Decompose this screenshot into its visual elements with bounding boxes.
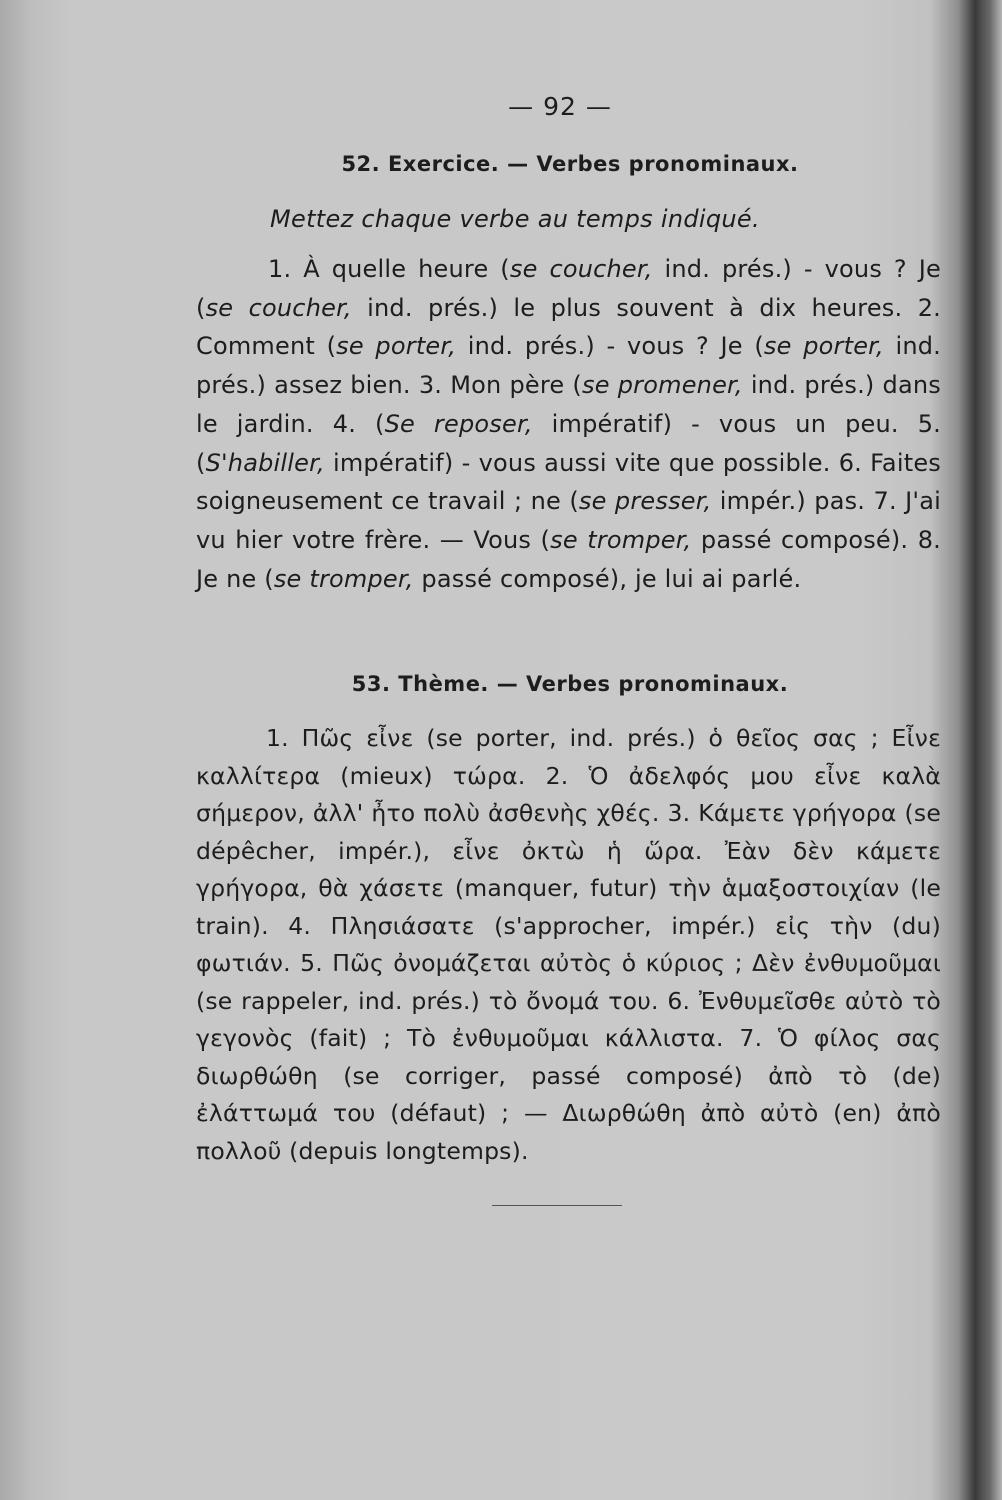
italic-verb: se porter, (336, 332, 457, 361)
page-number: — 92 — (508, 92, 612, 121)
exercise-text-segment: ind. prés.) - vous ? Je ( (196, 255, 942, 322)
italic-verb: se tromper, (273, 564, 414, 593)
italic-verb: se coucher, (509, 255, 653, 283)
exercise-text-segment: impératif) - vous un peu. 5. ( (196, 409, 941, 477)
theme-53-heading: 53. Thème. — Verbes pronominaux. (351, 672, 789, 696)
exercise-text-segment: ind. prés.) dans le jardin. 4. ( (196, 371, 941, 438)
italic-verb: Se reposer, (384, 409, 533, 438)
exercise-text-segment: ind. prés.) le plus souvent à dix heures. 2. Comment ( (196, 293, 941, 361)
exercise-text-segment: impératif) - vous aussi vite que possible. 6. Faites soigneusement ce travail ; ne ( (196, 448, 941, 516)
exercise-text-segment: 1. À quelle heure ( (268, 255, 510, 283)
end-rule (492, 1205, 622, 1206)
italic-verb: se presser, (578, 487, 712, 516)
exercise-text-segment: passé composé). 8. Je ne ( (196, 525, 941, 593)
italic-verb: se coucher, (205, 293, 352, 322)
theme-53-text: 1. Πῶς εἶνε (se porter, ind. prés.) ὁ θεῖος σας ; Εἶνε καλλίτερα (mieux) τώρα. 2. Ὁ ἀδελφός μου εἶνε καλὰ σήμερον, ἀλλ' ἦτο πολὺ ἀσθενὴς χθές. 3. Κάμετε γρήγορα (se dépêcher, impér.), εἶνε ὀκτὼ ἡ ὥρα. Ἐὰν δὲν κάμετε γρήγορα, θὰ χάσετε (manquer, futur) τὴν ἁμαξοστοιχίαν (le train). 4. Πλησιάσατε (s'approcher, impér.) εἰς τὴν (du) φωτιάν. 5. Πῶς ὀνομάζεται αὐτὸς ὁ κύριος ; Δὲν ἐνθυμοῦμαι (se rappeler, ind. prés.) τὸ ὄνομά του. 6. Ἐνθυμεῖσθε αὐτὸ τὸ γεγονὸς (fait) ; Τὸ ἐνθυμοῦμαι κάλλιστα. 7. Ὁ φίλος σας διωρθώθη (se corriger, passé composé) ἀπὸ τὸ (de) ἐλάττωμά του (défaut) ; — Διωρθώθη ἀπὸ αὐτὸ (en) ἀπὸ πολλοῦ (depuis longtemps). (196, 724, 941, 1165)
exercise-52-instruction: Mettez chaque verbe au temps indiqué. (270, 205, 760, 233)
exercise-text-segment: passé composé), je lui ai parlé. (413, 564, 802, 593)
italic-verb: S'habiller, (205, 448, 325, 477)
exercise-52-heading: 52. Exercice. — Verbes pronominaux. (341, 152, 799, 176)
italic-verb: se porter, (763, 332, 884, 361)
exercise-text-segment: impér.) pas. 7. J'ai vu hier votre frère. — Vous ( (196, 487, 941, 554)
italic-verb: se tromper, (550, 525, 692, 554)
italic-verb: se promener, (582, 371, 743, 400)
exercise-text-segment: ind. prés.) - vous ? Je ( (456, 332, 764, 361)
exercise-52-text (196, 250, 941, 598)
exercise-text-segment: ind. prés.) assez bien. 3. Mon père ( (196, 332, 942, 400)
